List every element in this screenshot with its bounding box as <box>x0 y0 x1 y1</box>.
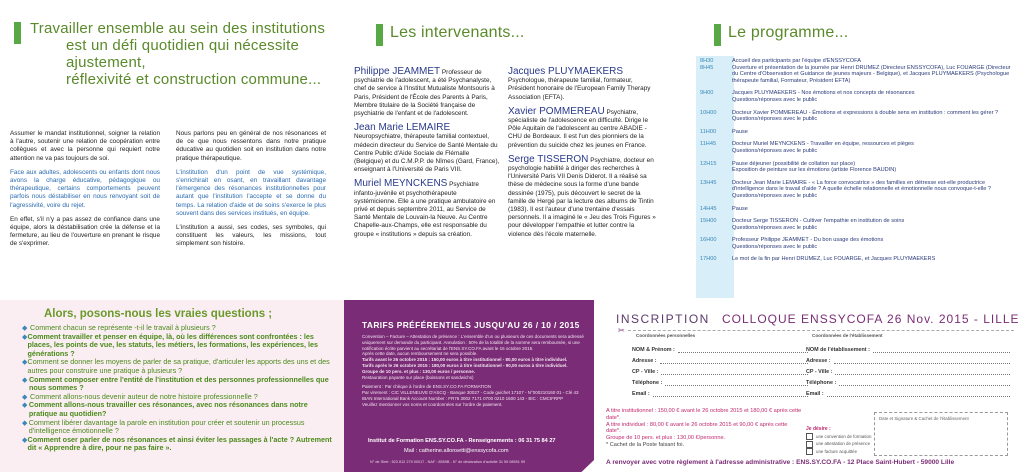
field-input-line[interactable] <box>835 368 1010 375</box>
program-row <box>696 141 1014 154</box>
price-line: A titre individuel : 80,00 € avant le 26 octobre 2015 et 90,00 € après cette date*. <box>606 421 788 435</box>
tarifs-contact: Institut de Formation ENS.SY.CO.FA - Renseignements : 06 31 75 84 27 <box>368 438 556 444</box>
option-facture[interactable] <box>806 448 871 455</box>
program-time: 11H00 <box>700 128 717 135</box>
question-text: Comment oser parler de nos résonances et ainsi éviter les passages à l'acte ? Autrement dit « Apprendre à dire, pour ne pas faire ». <box>27 434 332 453</box>
program-text: Professeur Philippe JEAMMET - Du bon usage des émotions Questions/réponses avec le public <box>732 237 884 250</box>
program-row <box>696 90 1014 103</box>
program-text: Accueil des participants par l'équipe d'ENSSYCOFA Ouverture et présentation de la journée par Henri DRUMEZ (Directeur ENSSYCOFA), Luc FOUARGE (Directeur du Centre d'Observation et Guidance de jeunes majeurs - Belgique), et Jacques PLUYMAEKERS (Psychologue thérapeute familial, Formateur, Président EFTA) <box>732 58 1011 84</box>
program-text: Docteur Jean Marie LEMAIRE - « La force convocatrice » des familles en détresse est-elle productrice d'intelligence dans le travail d'aide ? A quelle échelle relationnelle et émotionnelle nous convoque-t-elle ? Questions/réponses avec le public <box>732 179 991 199</box>
speaker-card <box>354 180 500 238</box>
etab-label: Coordonnées de l'établissement <box>812 333 883 338</box>
question-item <box>22 436 338 453</box>
bullet-icon: ◆ <box>22 357 28 367</box>
speakers-right <box>508 68 656 239</box>
program-text: Le mot de la fin par Henri DRUMEZ, Luc FOUARGE, et Jacques PLUYMAEKERS <box>732 256 936 263</box>
field-label: Adresse : <box>632 358 657 364</box>
field-input-line[interactable] <box>660 357 808 364</box>
field-label: Téléphone : <box>806 380 837 386</box>
question-item <box>22 358 338 375</box>
speaker-card <box>508 153 656 239</box>
question-text: Comment composer entre l'entité de l'institution et des personnes professionnelles que nous sommes ? <box>28 374 329 393</box>
form-field <box>632 386 808 397</box>
speaker-name: Muriel MEYNCKENS <box>354 178 448 190</box>
program-time: 16H00 <box>700 237 717 244</box>
options-list <box>806 433 871 455</box>
speakers-left <box>354 68 500 239</box>
program-heading: Le programme... <box>728 24 849 41</box>
speaker-name: Xavier POMMEREAU <box>508 105 605 117</box>
tarifs-text <box>362 334 586 408</box>
program-text: Docteur Serge TISSERON - Cultiver l'empathie en institution de soins Questions/réponses avec le public <box>732 218 905 231</box>
field-input-line[interactable] <box>834 357 1010 364</box>
paragraph: Assumer le mandat institutionnel, soigner la relation à l'autre, soutenir une relation de coopération entre collègues et avec la personne qui requiert notre attention ne va pas toujours de soi. <box>10 130 160 162</box>
intro-right-text <box>176 130 326 255</box>
speaker-bio: Neuropsychiatre, thérapeute familial contextuel, médecin directeur du Service de Santé Mentale du Centre Public d'Aide Sociale de Flémalle (Belgique) et du C.M.P.P. de Nîmes (Gard, France), enseignant à l'Université de Paris VIII. <box>354 133 500 174</box>
speaker-name: Jacques PLUYMAEKERS <box>508 66 624 77</box>
field-input-line[interactable] <box>653 390 808 397</box>
paragraph: Face aux adultes, adolescents ou enfants dont nous avons la charge éducative, pédagogique ou thérapeutique, certains comportements peuvent parfois nous déstabiliser en nous renvoyant soit de l'agressivité, voire du rejet. <box>10 168 160 209</box>
form-field <box>806 375 1010 386</box>
intro-heading-line: réflexivité et construction commune... <box>66 71 322 88</box>
field-input-line[interactable] <box>827 390 1010 397</box>
desire-label: Je désire : <box>806 426 831 432</box>
form-field <box>806 353 1010 364</box>
field-label: NOM de l'établissement : <box>806 347 870 353</box>
questions-heading: Alors, posons-nous les vraies questions ; <box>44 308 273 320</box>
tarifs-line: Restauration payante sur place (boissons et sandwichs) <box>362 374 474 380</box>
paragraph: L'institution d'un point de vue systémique, s'enrichirait en osant, en travaillant davantage l'émergence des résonances institutionnelles pour autant que l'institution l'accepte et se donne du temps. La relation d'aide et de soins s'exerce le plus souvent dans des services institués, en équipe. <box>176 168 326 217</box>
program-time: 11H45 <box>700 141 717 148</box>
program-row <box>696 256 1014 263</box>
paragraph: En effet, s'il n'y a pas assez de confiance dans une équipe, alors la déstabilisation crée la défense et la fermeture, au lieu de l'ouverture en prenant le risque de s'exprimer. <box>10 215 160 248</box>
intro-heading-line: Travailler ensemble au sein des institutions <box>30 20 326 37</box>
program-text: Docteur Muriel MEYNCKENS - Travailler en équipe, ressources et pièges Questions/réponses avec le public <box>732 141 914 154</box>
scissors-icon: ✂ <box>618 326 625 335</box>
speaker-name: Serge TISSERON <box>508 153 589 165</box>
question-item <box>22 333 338 359</box>
question-text: Comment se donner les moyens de parler de sa pratique, d'articuler les apports des uns et des autres pour construire une pratique à plusieurs ? <box>27 357 330 375</box>
program-row <box>696 129 1014 136</box>
form-field <box>632 353 808 364</box>
speaker-card <box>354 68 500 118</box>
signature-box[interactable] <box>874 412 1008 456</box>
signature-label: Date et Signature & Cachet de l'établissement <box>879 416 969 421</box>
bullet-icon: ◆ <box>22 417 28 427</box>
field-label: NOM & Prénom : <box>632 347 675 353</box>
perso-label: Coordonnées personnelles <box>636 333 696 338</box>
bullet-icon: ◆ <box>22 391 28 401</box>
tarifs-line: Convention – Facture – Attestation de présence : L'ensemble d'un ou plusieurs de ces documents sera adressé uniquement sur demande du participant. Annulation : 50% de la totalité de la somme sera remboursée, si une notification écrite parvient au secrétariat de l'ENS.SY.CO.FA avant le 15 octobre 2015. <box>362 334 584 351</box>
program-time: 9H00 <box>700 90 714 97</box>
speaker-bio: Psychologue, thérapeute familial, formateur, Président honoraire de l'European Family Therapy Association (EFTA). <box>508 77 651 101</box>
bullet-icon: ◆ <box>22 374 28 384</box>
field-input-line[interactable] <box>665 379 808 386</box>
question-text: Comment libérer davantage la parole en institution pour créer et soutenir un processus d'intelligence émotionnelle ? <box>28 417 305 436</box>
option-label: une attestation de présence <box>816 441 871 447</box>
intro-heading-line: est un défi quotidien qui nécessite ajustement, <box>66 37 299 71</box>
program-row <box>696 180 1014 200</box>
option-convention[interactable] <box>806 433 871 440</box>
field-label: CP - Ville : <box>806 369 833 375</box>
speaker-bio: Psychiatre, docteur en psychologie habilité à diriger des recherches à l'Université Paris VII Denis Diderot. Il a réalisé sa thèse de médecine sous la forme d'une bande dessinée (1975), puis découvert le secret de la famille de Hergé par la lecture des albums de Tintin (1983). Il est l'auteur d'une trentaine d'essais personnels. Il a imaginé le « Jeu des Trois Figures » pour développer l'empathie et lutter contre la violence dès l'école maternelle. <box>508 156 656 238</box>
question-item <box>22 401 338 418</box>
program-time: 13H45 <box>700 179 717 186</box>
tarifs-payment: Paiement : Par chèque à l'ordre de ENS.SY.CO.FA FORMATION Par virement : CIC VILLENEUVE D'ASCQ - Banque 30027 - Code guichet 17107 - N°000210160 01 - Clé 43 IBAN International Bank Account Number : FR76 3002 7171 0700 0210 1600 143 - BIC : CMCIFRPP Veuillez mentionner vos noms et coordonnées sur l'ordre de paiement. <box>362 384 579 407</box>
cut-line <box>628 330 1014 331</box>
speaker-bio: Psychiatre infanto-juvénile et psychothérapeute systémicienne. Elle a une pratique ambulatoire en privé et depuis septembre 2011, au Service de Santé Mentale de Louvain-la Neuve. Au Centre Chapelle-aux-Champs, elle est responsable du groupe « institutions » depuis sa création. <box>354 181 496 238</box>
speaker-name: Philippe JEAMMET <box>354 66 441 77</box>
establishment-fields <box>806 342 1010 397</box>
speaker-name: Jean Marie LEMAIRE <box>354 122 451 134</box>
tarifs-line: Tarifs avant le 26 octobre 2015 : 150,00 euros à titre institutionnel - 80,00 euros à titre individuel. <box>362 357 568 363</box>
option-attestation[interactable] <box>806 440 871 447</box>
field-input-line[interactable] <box>873 346 1010 353</box>
personal-fields <box>632 342 808 397</box>
tarifs-mail: Mail : catherine.allonsetti@enssycofa.com <box>404 448 509 454</box>
inscription-subtitle: COLLOQUE ENSSYCOFA 26 Nov. 2015 - LILLE <box>722 312 1020 326</box>
heading-accent-bar <box>14 22 21 44</box>
heading-accent-bar <box>376 24 383 46</box>
paragraph: L'institution a aussi, ses codes, ses symboles, qui constituent les valeurs, les missions, tout simplement son histoire. <box>176 224 326 248</box>
inscription-prices <box>606 408 802 449</box>
checkbox[interactable] <box>806 448 813 455</box>
intro-heading <box>30 20 330 88</box>
program-text: Docteur Xavier POMMEREAU - Émotions et expressions à double sens en institution : comment les gérer ? Questions/réponses avec le public <box>732 109 999 123</box>
program-time: 15H00 <box>700 218 717 225</box>
inscription-title: INSCRIPTION <box>616 312 710 326</box>
option-label: une convention de formation <box>816 434 872 439</box>
speaker-card <box>354 124 500 174</box>
program-row <box>696 206 1014 213</box>
form-field <box>806 386 1010 397</box>
paragraph: Nous parlons peu en général de nos résonances et de ce que nous ressentons dans notre pratique éducative au quotidien soit en institution dans notre pratique thérapeutique. <box>176 130 326 162</box>
tarifs-line: Après cette date, aucun remboursement ne sera possible. <box>362 351 478 357</box>
question-text: Comment allons-nous travailler ces résonances, avec nos résonances dans notre pratique au quotidien? <box>28 400 308 418</box>
checkbox[interactable] <box>806 433 813 440</box>
program-row <box>696 237 1014 250</box>
bullet-icon: ◆ <box>22 323 28 332</box>
form-field <box>806 342 1010 353</box>
form-field <box>806 364 1010 375</box>
form-field <box>632 364 808 375</box>
price-line: A titre institutionnel : 150,00 € avant le 26 octobre 2015 et 180,00 € après cette date*. <box>606 408 802 421</box>
option-label: une facture acquittée <box>816 448 858 454</box>
intro-left-text <box>10 130 160 255</box>
speaker-card <box>508 105 656 150</box>
bullet-icon: ◆ <box>22 331 28 341</box>
question-text: Comment allons-nous devenir auteur de notre histoire professionnelle ? <box>30 391 258 401</box>
program-row <box>696 218 1014 231</box>
program-row <box>696 58 1014 84</box>
return-address: A renvoyer avec votre règlement à l'adresse administrative : ENS.SY.CO.FA - 12 Place Saint-Hubert - 59000 Lille <box>606 459 955 466</box>
field-input-line[interactable] <box>839 379 1010 386</box>
field-label: Adresse : <box>806 358 831 364</box>
speakers-heading: Les intervenants... <box>390 24 525 41</box>
speaker-card <box>508 68 656 102</box>
field-input-line[interactable] <box>678 346 808 353</box>
program-text: Jacques PLUYMAEKERS - Nos émotions et nos concepts de résonances Questions/réponses avec le public <box>732 90 915 103</box>
program-time: 12H15 <box>700 160 717 167</box>
program-time: 14H45 <box>700 205 717 212</box>
tarifs-siret: N° de Siret : 523 812 279 00017 - NAF : 8559B - N° de déclaration d'activité 31 59 08591 59 <box>370 460 526 464</box>
field-input-line[interactable] <box>661 368 808 375</box>
field-label: Email : <box>632 391 650 397</box>
question-text: Comment chacun se représente -t-il le travail à plusieurs ? <box>30 323 216 332</box>
program-time: 17H00 <box>700 256 717 263</box>
program-row <box>696 161 1014 174</box>
tarifs-line: Tarifs après le 26 octobre 2015 : 180,00 euros à titre institutionnel - 90,00 euros à titre individuel. <box>362 362 568 368</box>
question-item <box>22 376 338 393</box>
field-label: CP - Ville : <box>632 369 659 375</box>
program-text: Pause <box>732 205 748 212</box>
program-row <box>696 110 1014 123</box>
speaker-bio: Psychiatre, spécialiste de l'adolescence en difficulté. Dirige le Pôle Aquitain de l'adolescent au centre ABADIE - CHU de Bordeaux. Il est l'un des pionniers de la prévention du suicide chez les jeunes en France. <box>508 108 649 149</box>
question-item <box>22 419 338 436</box>
heading-accent-bar <box>714 24 721 46</box>
bullet-icon: ◆ <box>22 434 28 444</box>
bullet-icon: ◆ <box>22 400 28 410</box>
tarifs-line: Groupe de 10 pers. et plus : 130,00 euros / personne. <box>362 368 476 374</box>
question-text: Comment travailler et penser en équipe, là, où les différences sont confrontées : les places, les points de vue, les statuts, les métiers, les formations, les expériences, les générations ? <box>27 331 318 358</box>
program-list <box>696 58 1014 269</box>
form-field <box>632 375 808 386</box>
price-line: * Cachet de la Poste faisant foi. <box>606 441 685 448</box>
program-time: 8H30 8H45 <box>700 58 714 71</box>
speaker-bio: Professeur de psychiatrie de l'adolescent, a été Psychanalyste, chef de service à l'Institut Mutualiste Montsouris à Paris, Président de l'École des Parents à Paris, Membre titulaire de la Société française de psychiatrie de l'enfant et de l'adolescent. <box>354 69 495 118</box>
field-label: Téléphone : <box>632 380 663 386</box>
program-text: Pause <box>732 128 748 135</box>
checkbox[interactable] <box>806 441 813 448</box>
program-time: 10H00 <box>700 109 717 116</box>
field-label: Email : <box>806 391 824 397</box>
tarifs-heading: TARIFS PRÉFÉRENTIELS JUSQU'AU 26 / 10 / 2015 <box>362 320 580 330</box>
form-field <box>632 342 808 353</box>
questions-list <box>22 324 338 453</box>
program-text: Pause déjeuner (possibilité de collation sur place) Exposition de peinture sur les émotions (artiste Florence BAUDIN) <box>732 160 897 174</box>
price-line: Groupe de 10 pers. et plus : 130,00 €/personne. <box>606 435 726 442</box>
